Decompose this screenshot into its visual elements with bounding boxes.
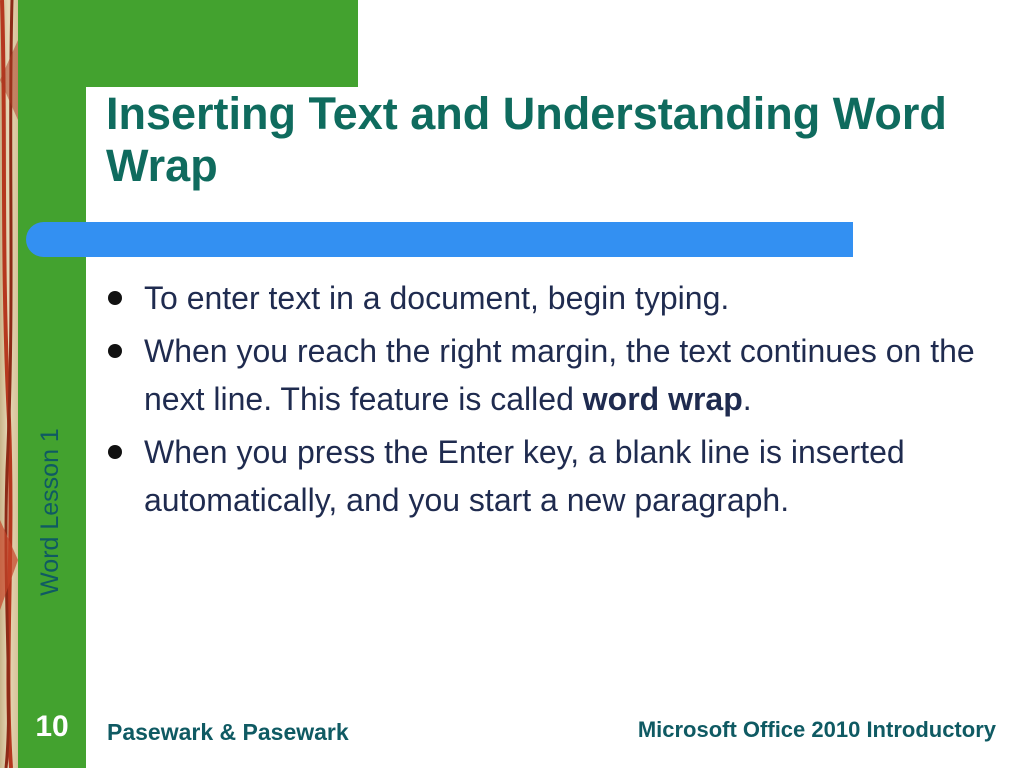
bullet-dot-icon xyxy=(108,445,122,459)
bullet-item xyxy=(104,274,984,322)
bullet-text: To enter text in a document, begin typing. xyxy=(144,280,730,316)
footer-book-title: Microsoft Office 2010 Introductory xyxy=(637,717,996,742)
bullet-item xyxy=(104,428,984,524)
bullet-text: . xyxy=(742,381,752,417)
green-frame-top xyxy=(18,0,358,87)
bullet-list xyxy=(104,274,984,529)
bullet-dot-icon xyxy=(108,291,122,305)
title-accent-bar xyxy=(26,222,853,257)
bullet-text-bold: word wrap xyxy=(582,381,743,417)
decorative-photo-strip xyxy=(0,0,18,768)
bullet-text: When you reach the right margin, the text continues on the next line. This feature is called xyxy=(144,333,975,417)
slide-number: 10 xyxy=(35,710,69,743)
bullet-text: When you press the Enter key, a blank line is inserted automatically, and you start a new paragraph. xyxy=(144,434,905,518)
bullet-dot-icon xyxy=(108,344,122,358)
green-frame-left xyxy=(18,0,86,768)
header-background xyxy=(358,0,1024,87)
decorative-photo xyxy=(0,0,18,768)
lesson-label: Word Lesson 1 xyxy=(36,428,64,596)
footer-author: Pasewark & Pasewark xyxy=(107,719,349,745)
slide-title: Inserting Text and Understanding Word Wrap xyxy=(106,88,947,191)
bullet-item xyxy=(104,327,984,423)
